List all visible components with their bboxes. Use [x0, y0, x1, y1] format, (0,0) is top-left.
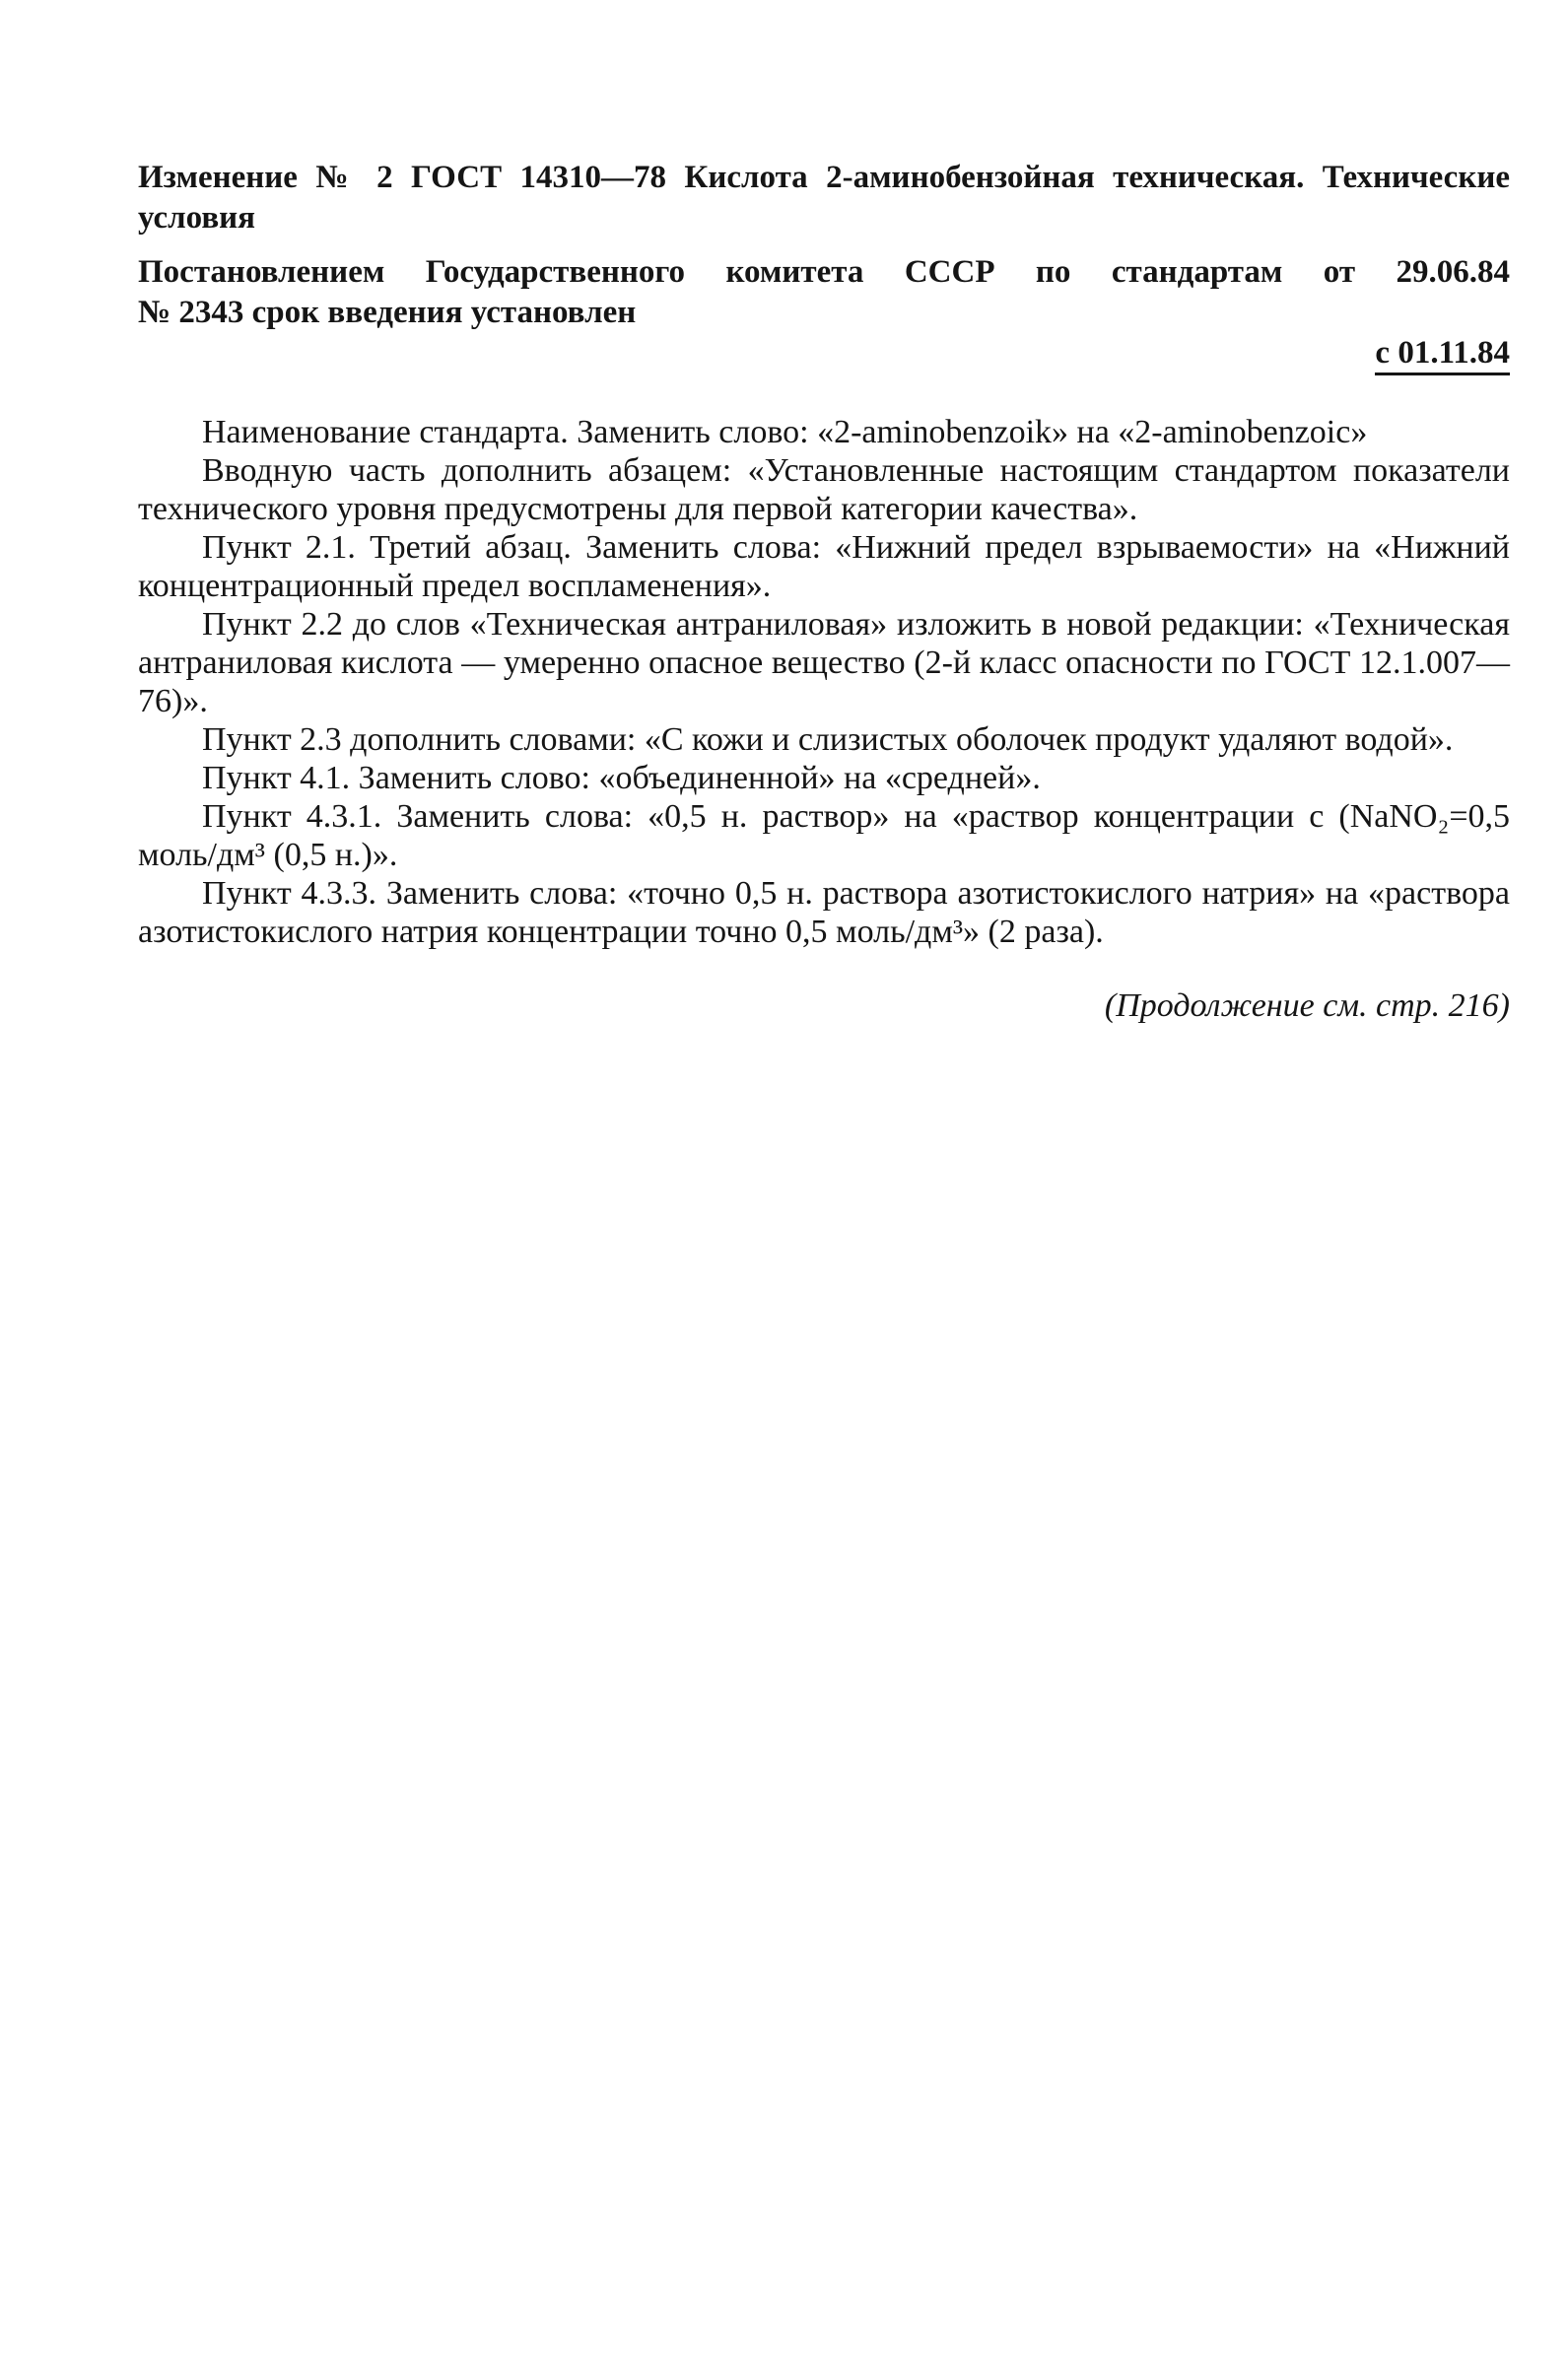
paragraph-intro-addition: Вводную часть дополнить абзацем: «Установленные настоящим стандартом показатели технического уровня предусмотрены для первой категории качества». [138, 452, 1510, 527]
amendment-body [138, 413, 1510, 951]
paragraph-clause-4-1: Пункт 4.1. Заменить слово: «объединенной» на «средней». [202, 760, 1041, 796]
paragraph-clause-2-2: Пункт 2.2 до слов «Техническая антраниловая» изложить в новой редакции: «Техническая антраниловая кислота — умеренно опасное вещество (2-й класс опасности по ГОСТ 12.1.007—76)». [138, 606, 1510, 719]
amendment-title: Изменение № 2 ГОСТ 14310—78 Кислота 2-аминобензойная техническая. Технические условия [138, 160, 1510, 236]
paragraph-clause-4-3-1: Пункт 4.3.1. Заменить слова: «0,5 н. раствор» на «раствор концентрации с (NaNO₂=0,5 моль/дм³ (0,5 н.)». [138, 798, 1510, 873]
decree-line-2: № 2343 срок введения установлен [138, 295, 637, 330]
effective-date-text: с 01.11.84 [1375, 335, 1510, 375]
document-page [138, 158, 1510, 1026]
paragraph-clause-2-1: Пункт 2.1. Третий абзац. Заменить слова: «Нижний предел взрываемости» на «Нижний концентрационный предел воспламенения». [138, 529, 1510, 604]
continuation-note: (Продолжение см. стр. 216) [1104, 987, 1510, 1024]
effective-date [138, 333, 1510, 373]
paragraph-clause-4-3-3: Пункт 4.3.3. Заменить слова: «точно 0,5 н. раствора азотистокислого натрия» на «раствора азотистокислого натрия концентрации точно 0,5 моль/дм³» (2 раза). [138, 875, 1510, 950]
paragraph-clause-2-3: Пункт 2.3 дополнить словами: «С кожи и слизистых оболочек продукт удаляют водой». [202, 721, 1454, 758]
paragraph-name-change: Наименование стандарта. Заменить слово: «2-aminobenzoik» на «2-aminobenzoic» [202, 414, 1368, 450]
decree-line-1: Постановлением Государственного комитета СССР по стандартам от 29.06.84 [138, 254, 1510, 290]
